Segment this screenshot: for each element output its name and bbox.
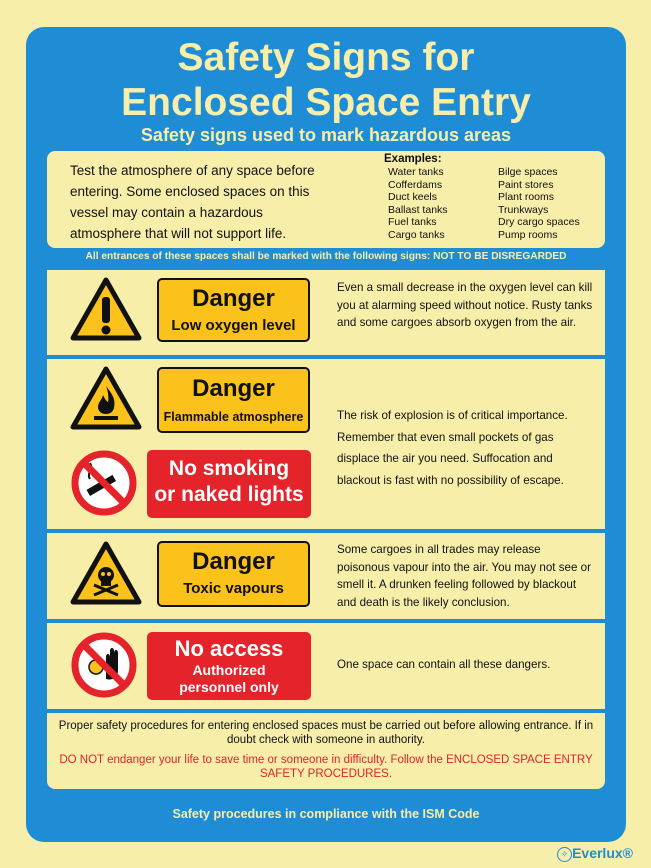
exclamation-warning-icon: [70, 277, 142, 341]
skull-warning-icon: [70, 541, 142, 605]
example-item: Fuel tanks: [388, 216, 437, 229]
title-line-1: Safety Signs for: [177, 36, 475, 79]
brand-logo: [557, 845, 633, 862]
sign-title: Danger: [192, 285, 275, 312]
intro-box: [47, 151, 605, 248]
example-item: Paint stores: [498, 178, 554, 191]
sign-panel: [26, 27, 626, 842]
toxic-description: Some cargoes in all trades may release poisonous vapour into the air. You may not see or smell it. A drunken feeling followed by blackout and death is the likely conclusion.: [337, 543, 591, 609]
example-item: Cofferdams: [388, 178, 443, 191]
red-sign-line-3: personnel only: [179, 679, 279, 695]
notice-banner: All entrances of these spaces shall be marked with the following signs: NOT TO BE DISREGARDED: [85, 251, 567, 262]
row-no-access: [47, 623, 605, 709]
no-access-description: One space can contain all these dangers.: [337, 658, 551, 671]
brand-mark: ®: [622, 845, 633, 862]
danger-low-oxygen-sign: [157, 278, 310, 342]
sign-title: Danger: [192, 548, 275, 575]
sign-subtitle: Toxic vapours: [183, 580, 284, 597]
examples-column-2: [498, 166, 580, 242]
row-flammable: [47, 359, 605, 529]
no-smoking-icon: [70, 449, 138, 517]
page-title: [26, 35, 626, 125]
danger-toxic-sign: [157, 541, 310, 607]
example-item: Trunkways: [498, 203, 549, 216]
example-item: Cargo tanks: [388, 228, 445, 241]
example-item: Plant rooms: [498, 191, 555, 204]
no-smoking-sign: [147, 450, 311, 518]
procedure-box: [47, 713, 605, 789]
intro-text: Test the atmosphere of any space before entering. Some enclosed spaces on this vessel may contain a hazardous atmosphere that will not support life.: [70, 163, 315, 241]
example-item: Ballast tanks: [388, 203, 448, 216]
footer-text: Safety procedures in compliance with the ISM Code: [172, 807, 480, 821]
no-access-sign: [147, 632, 311, 700]
no-access-icon: [70, 631, 138, 699]
procedure-warning: DO NOT endanger your life to save time or someone in difficulty. Follow the ENCLOSED SPACE ENTRY SAFETY PROCEDURES.: [59, 754, 593, 780]
row-low-oxygen: [47, 270, 605, 355]
everlux-logo-icon: ✧: [557, 847, 572, 862]
danger-flammable-sign: [157, 367, 310, 433]
brand-name: Everlux: [572, 845, 623, 862]
example-item: Duct keels: [388, 191, 438, 204]
example-item: Pump rooms: [498, 228, 558, 241]
red-sign-line-2: or naked lights: [154, 483, 304, 506]
flame-warning-icon: [70, 366, 142, 430]
example-item: Bilge spaces: [498, 166, 558, 178]
sign-title: Danger: [192, 375, 275, 402]
examples-heading: Examples:: [384, 153, 442, 165]
procedure-text: Proper safety procedures for entering enclosed spaces must be carried out before allowing entrance. If in doubt check with someone in authority.: [58, 720, 594, 746]
red-sign-line-1: No smoking: [168, 457, 290, 480]
red-sign-line-2: Authorized: [192, 662, 266, 678]
example-item: Water tanks: [388, 166, 444, 178]
example-item: Dry cargo spaces: [498, 216, 580, 229]
sign-subtitle: Flammable atmosphere: [163, 410, 304, 424]
flammable-description: The risk of explosion is of critical importance. Remember that even small pockets of gas displace the air you need. Suffocation and blackout is fast with no possibility of escape.: [337, 409, 568, 487]
red-sign-line-1: No access: [174, 636, 284, 661]
low-oxygen-description: Even a small decrease in the oxygen level can kill you at alarming speed without notice. Rusty tanks and some cargoes absorb oxygen from the air.: [337, 281, 593, 329]
title-line-2: Enclosed Space Entry: [121, 81, 531, 124]
examples-column-1: [388, 166, 448, 242]
row-toxic: [47, 533, 605, 619]
subtitle: Safety signs used to mark hazardous areas: [140, 125, 512, 145]
sign-subtitle: Low oxygen level: [171, 317, 296, 334]
